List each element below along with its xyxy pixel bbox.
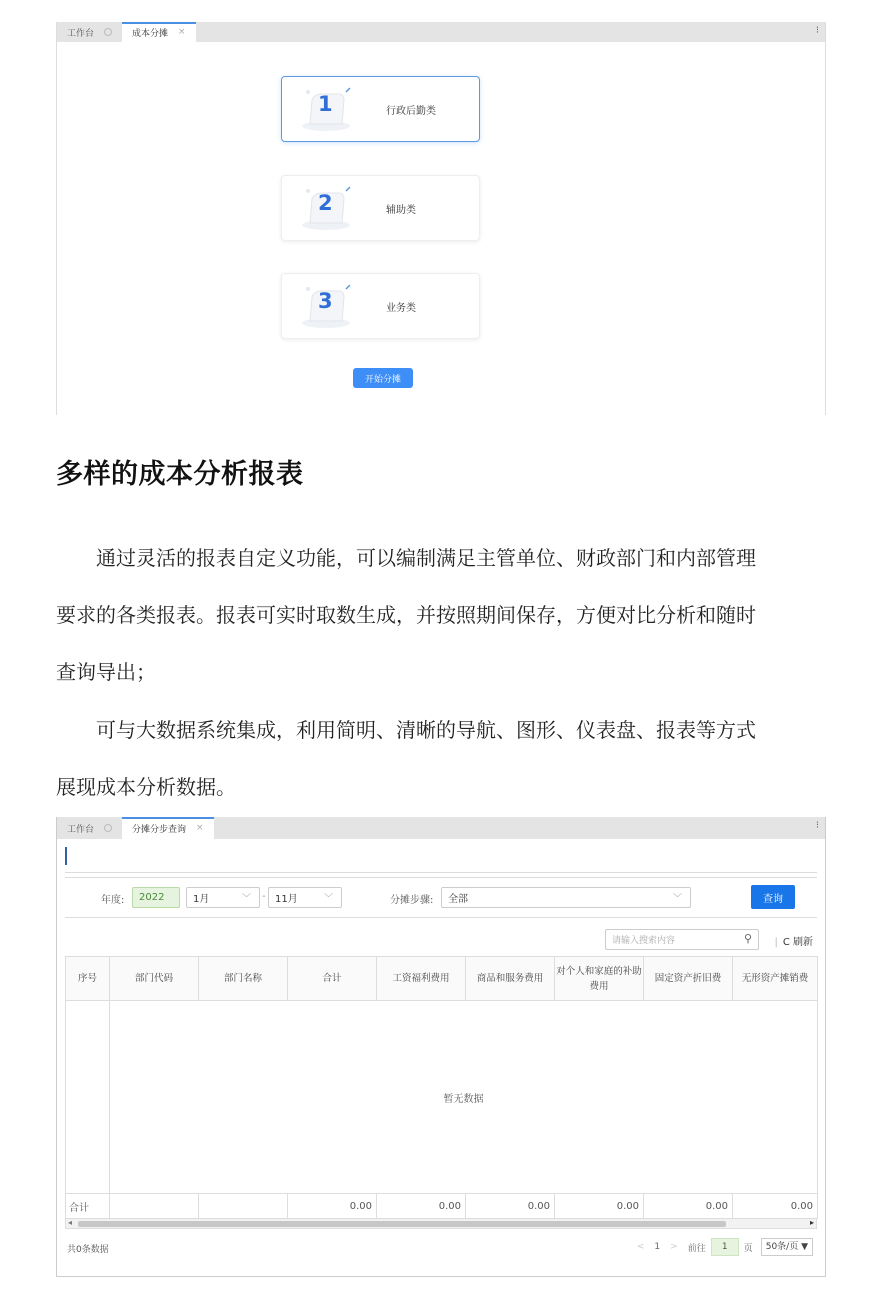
- divider: [65, 877, 817, 878]
- search-placeholder: 请输入搜索内容: [612, 936, 676, 946]
- card-number: 3: [318, 289, 333, 313]
- tab-label: 分摊分步查询: [132, 824, 187, 835]
- chevron-down-icon: ﹀: [672, 894, 682, 904]
- step-query-screenshot: [56, 817, 826, 1277]
- column-header[interactable]: 工资福利费用: [377, 957, 466, 1001]
- month-to-value: 11月: [275, 894, 298, 905]
- chevron-down-icon: ﹀: [323, 894, 333, 904]
- table-cell: 0.00: [377, 1194, 466, 1219]
- table-cell: [199, 1194, 288, 1219]
- scroll-right-arrow-icon[interactable]: ▸: [809, 1218, 814, 1227]
- section-heading: 多样的成本分析报表: [56, 459, 304, 490]
- scroll-left-arrow-icon[interactable]: ◂: [68, 1218, 73, 1227]
- query-button[interactable]: 查询: [751, 885, 795, 909]
- paragraph-line: 可与大数据系统集成，利用简明、清晰的导航、图形、仪表盘、报表等方式: [56, 718, 756, 742]
- refresh-label: 刷新: [793, 937, 813, 948]
- category-card-2[interactable]: [281, 175, 480, 241]
- month-to-select[interactable]: [268, 887, 342, 908]
- step-value: 全部: [448, 894, 468, 905]
- more-options-icon[interactable]: ⁝: [815, 820, 819, 831]
- category-card-1[interactable]: [281, 76, 480, 142]
- table-cell: 0.00: [555, 1194, 644, 1219]
- total-count: 共0条数据: [67, 1245, 109, 1255]
- text-cursor: [65, 847, 67, 865]
- search-input[interactable]: [605, 929, 759, 950]
- table-cell: 0.00: [288, 1194, 377, 1219]
- table-cell: 合计: [66, 1194, 110, 1219]
- paragraph-line: 要求的各类报表。报表可实时取数生成，并按照期间保存，方便对比分析和随时: [56, 603, 756, 627]
- card-label: 行政后勤类: [386, 105, 436, 117]
- chevron-down-icon: ﹀: [241, 894, 251, 904]
- year-input[interactable]: 2022: [132, 887, 180, 908]
- tab-step-query[interactable]: [122, 817, 214, 839]
- gear-icon: [104, 28, 112, 36]
- paragraph-1: [56, 530, 826, 701]
- goto-label: 前往: [687, 1243, 706, 1254]
- paragraph-line: 通过灵活的报表自定义功能，可以编制满足主管单位、财政部门和内部管理: [56, 546, 756, 570]
- tab-workbench[interactable]: [57, 817, 122, 839]
- table-cell: 0.00: [466, 1194, 555, 1219]
- page-size-select[interactable]: 50条/页 ▼: [761, 1238, 813, 1256]
- search-icon: ⚲: [743, 932, 752, 945]
- card-label: 业务类: [386, 302, 416, 314]
- card-number: 2: [318, 191, 333, 215]
- gear-icon: [104, 824, 112, 832]
- card-number: 1: [318, 92, 333, 116]
- summary-row: [66, 1194, 818, 1219]
- paragraph-2: [56, 702, 826, 816]
- start-allocation-button[interactable]: 开始分摊: [353, 368, 413, 388]
- tab-label: 工作台: [67, 28, 95, 39]
- page-unit-label: 页: [743, 1243, 753, 1254]
- search-row: [65, 929, 817, 951]
- table-footer: [65, 1237, 817, 1257]
- column-header[interactable]: 序号: [66, 957, 110, 1001]
- close-icon[interactable]: ×: [178, 27, 186, 37]
- table-cell: [110, 1194, 199, 1219]
- paragraph-line: 展现成本分析数据。: [56, 775, 236, 799]
- step-select[interactable]: [441, 887, 691, 908]
- number-illustration-icon: [300, 86, 356, 132]
- next-page-icon[interactable]: >: [670, 1242, 678, 1252]
- paragraph-line: 查询导出；: [56, 660, 156, 684]
- card-label: 辅助类: [386, 204, 416, 216]
- prev-page-icon[interactable]: <: [636, 1242, 645, 1252]
- table-cell: 0.00: [644, 1194, 733, 1219]
- divider: [65, 917, 817, 918]
- filter-bar: [65, 885, 817, 911]
- divider: |: [774, 937, 778, 948]
- tab-workbench[interactable]: [57, 22, 122, 42]
- column-header[interactable]: 商品和服务费用: [466, 957, 555, 1001]
- data-table: [65, 956, 818, 1219]
- refresh-icon: C: [782, 937, 790, 948]
- close-icon[interactable]: ×: [196, 823, 204, 833]
- column-header[interactable]: 部门名称: [199, 957, 288, 1001]
- number-illustration-icon: [300, 283, 356, 329]
- tab-bar: [57, 22, 825, 42]
- pagination: [627, 1237, 813, 1257]
- tab-label: 工作台: [67, 824, 95, 835]
- empty-state-text: 暂无数据: [110, 1001, 818, 1194]
- table-header-row: [66, 957, 818, 1001]
- table-cell: 0.00: [733, 1194, 818, 1219]
- divider: [65, 872, 817, 873]
- month-from-value: 1月: [193, 894, 210, 905]
- year-label: 年度:: [101, 895, 125, 906]
- horizontal-scrollbar[interactable]: [65, 1218, 817, 1229]
- category-card-3[interactable]: [281, 273, 480, 339]
- tab-bar: [57, 817, 825, 839]
- empty-row: [66, 1001, 818, 1194]
- column-header[interactable]: 固定资产折旧费: [644, 957, 733, 1001]
- month-from-select[interactable]: [186, 887, 260, 908]
- column-header[interactable]: 对个人和家庭的补助费用: [555, 957, 644, 1001]
- number-illustration-icon: [300, 185, 356, 231]
- goto-page-input[interactable]: 1: [711, 1238, 739, 1256]
- refresh-button[interactable]: [774, 933, 813, 948]
- column-header[interactable]: 部门代码: [110, 957, 199, 1001]
- scrollbar-thumb[interactable]: [78, 1221, 726, 1227]
- step-label: 分摊步骤:: [390, 895, 434, 906]
- column-header[interactable]: 合计: [288, 957, 377, 1001]
- more-options-icon[interactable]: ⁝: [815, 25, 819, 36]
- table-cell: [66, 1001, 110, 1194]
- page-number[interactable]: 1: [654, 1242, 661, 1252]
- allocation-screenshot: [56, 22, 826, 415]
- range-separator: -: [262, 891, 266, 902]
- column-header[interactable]: 无形资产摊销费: [733, 957, 818, 1001]
- tab-label: 成本分摊: [132, 28, 169, 39]
- tab-cost-allocation[interactable]: [122, 22, 196, 42]
